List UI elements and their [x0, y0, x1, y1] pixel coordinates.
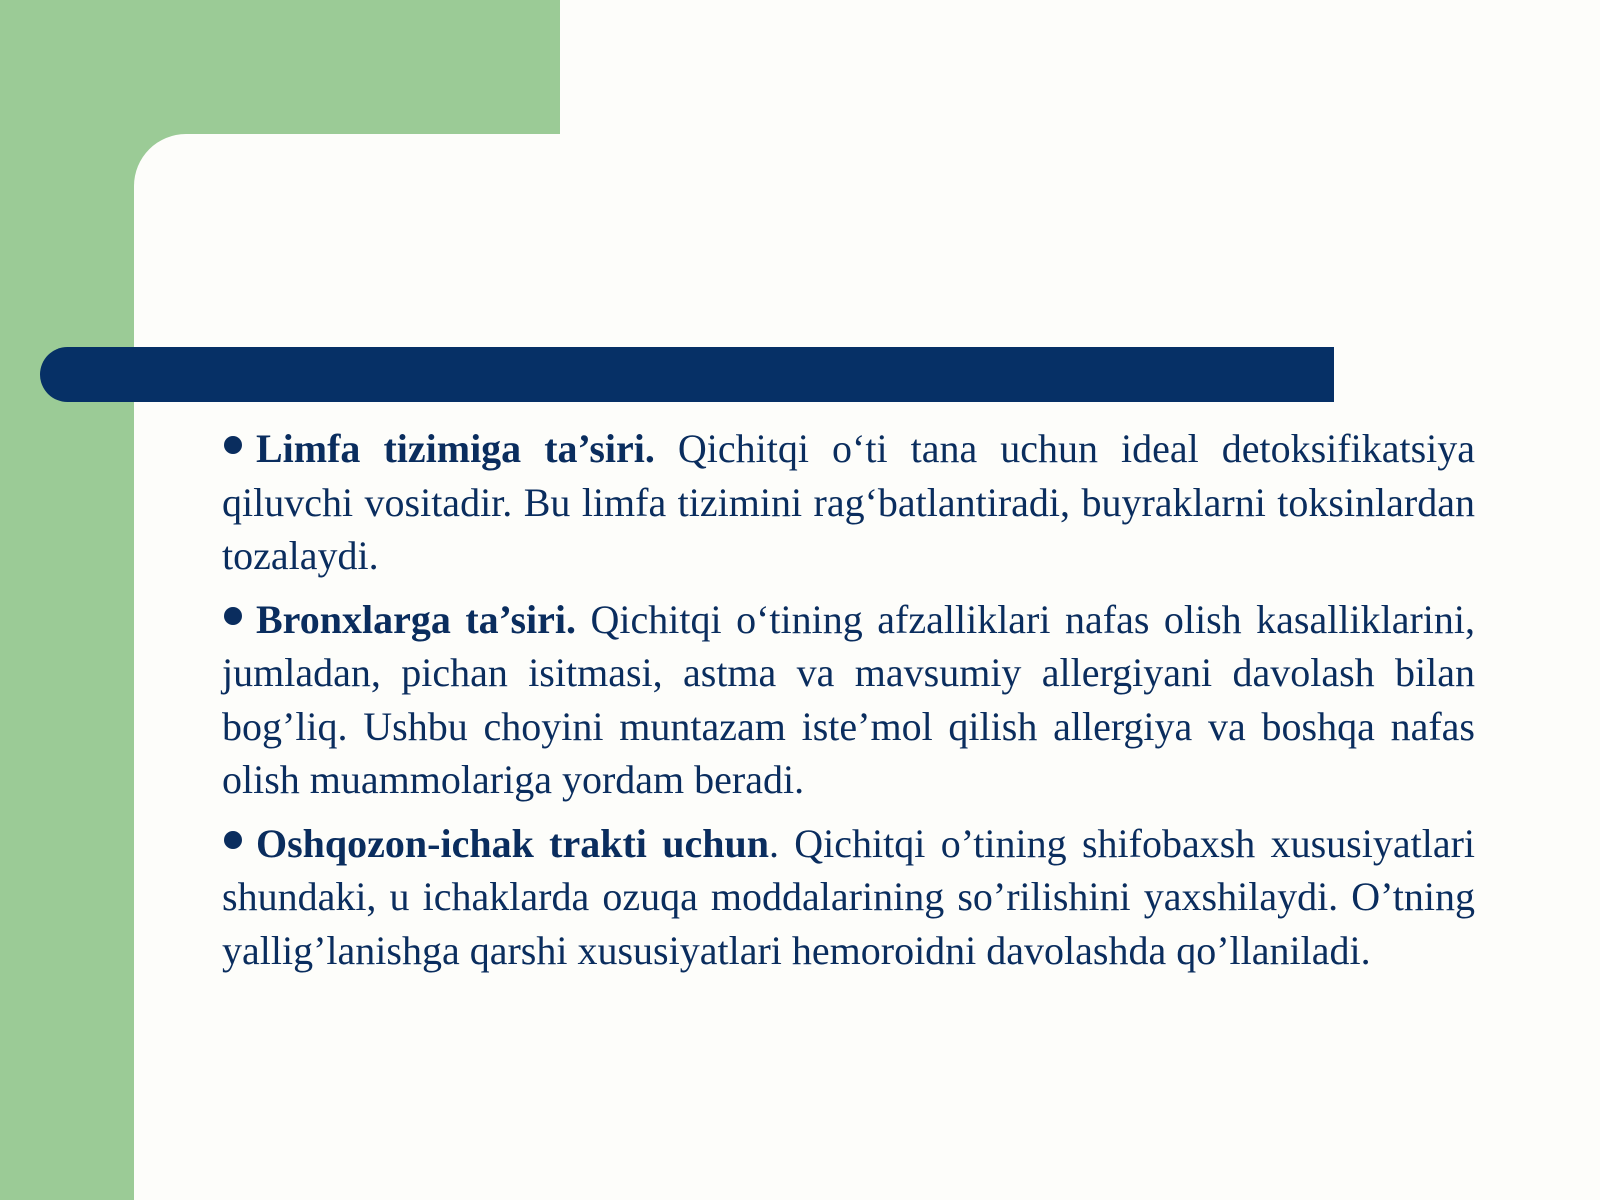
bullet-dot-icon — [224, 436, 242, 454]
bullet-heading: Bronxlarga ta’siri. — [256, 596, 577, 642]
bullet-dot-icon — [224, 607, 242, 625]
bullet-heading: Limfa tizimiga ta’siri. — [256, 426, 655, 471]
bullet-item-digestive — [222, 817, 1475, 978]
bullet-list — [222, 422, 1475, 987]
bullet-item-bronchi — [222, 593, 1475, 807]
bullet-text — [222, 817, 1475, 978]
title-bar — [40, 347, 1334, 402]
bullet-body: Qichitqi o‘tining afzalliklari nafas olish kasalliklarini, jumladan, pichan isitmasi, astma va mavsumiy allergiyani davolash bilan bog’liq. Ushbu choyini muntazam iste’mol qilish allergiya va boshqa nafas olish muammolariga yordam beradi. — [222, 596, 1475, 802]
bullet-text — [222, 422, 1475, 583]
bullet-body: Qichitqi o‘ti tana uchun ideal detoksifikatsiya qiluvchi vositadir. Bu limfa tizimini rag‘batlantiradi, buyraklarni toksinlardan tozalaydi. — [222, 426, 1476, 578]
bullet-text — [222, 593, 1475, 807]
bullet-heading: Oshqozon-ichak trakti uchun — [256, 820, 769, 866]
bullet-body: . Qichitqi o’tining shifobaxsh xususiyatlari shundaki, u ichaklarda ozuqa moddalarining so’rilishini yaxshilaydi. O’tning yallig’lanishga qarshi xususiyatlari hemoroidni davolashda qo’llaniladi. — [222, 820, 1476, 973]
bullet-item-lymph — [222, 422, 1475, 583]
bullet-dot-icon — [224, 831, 242, 849]
